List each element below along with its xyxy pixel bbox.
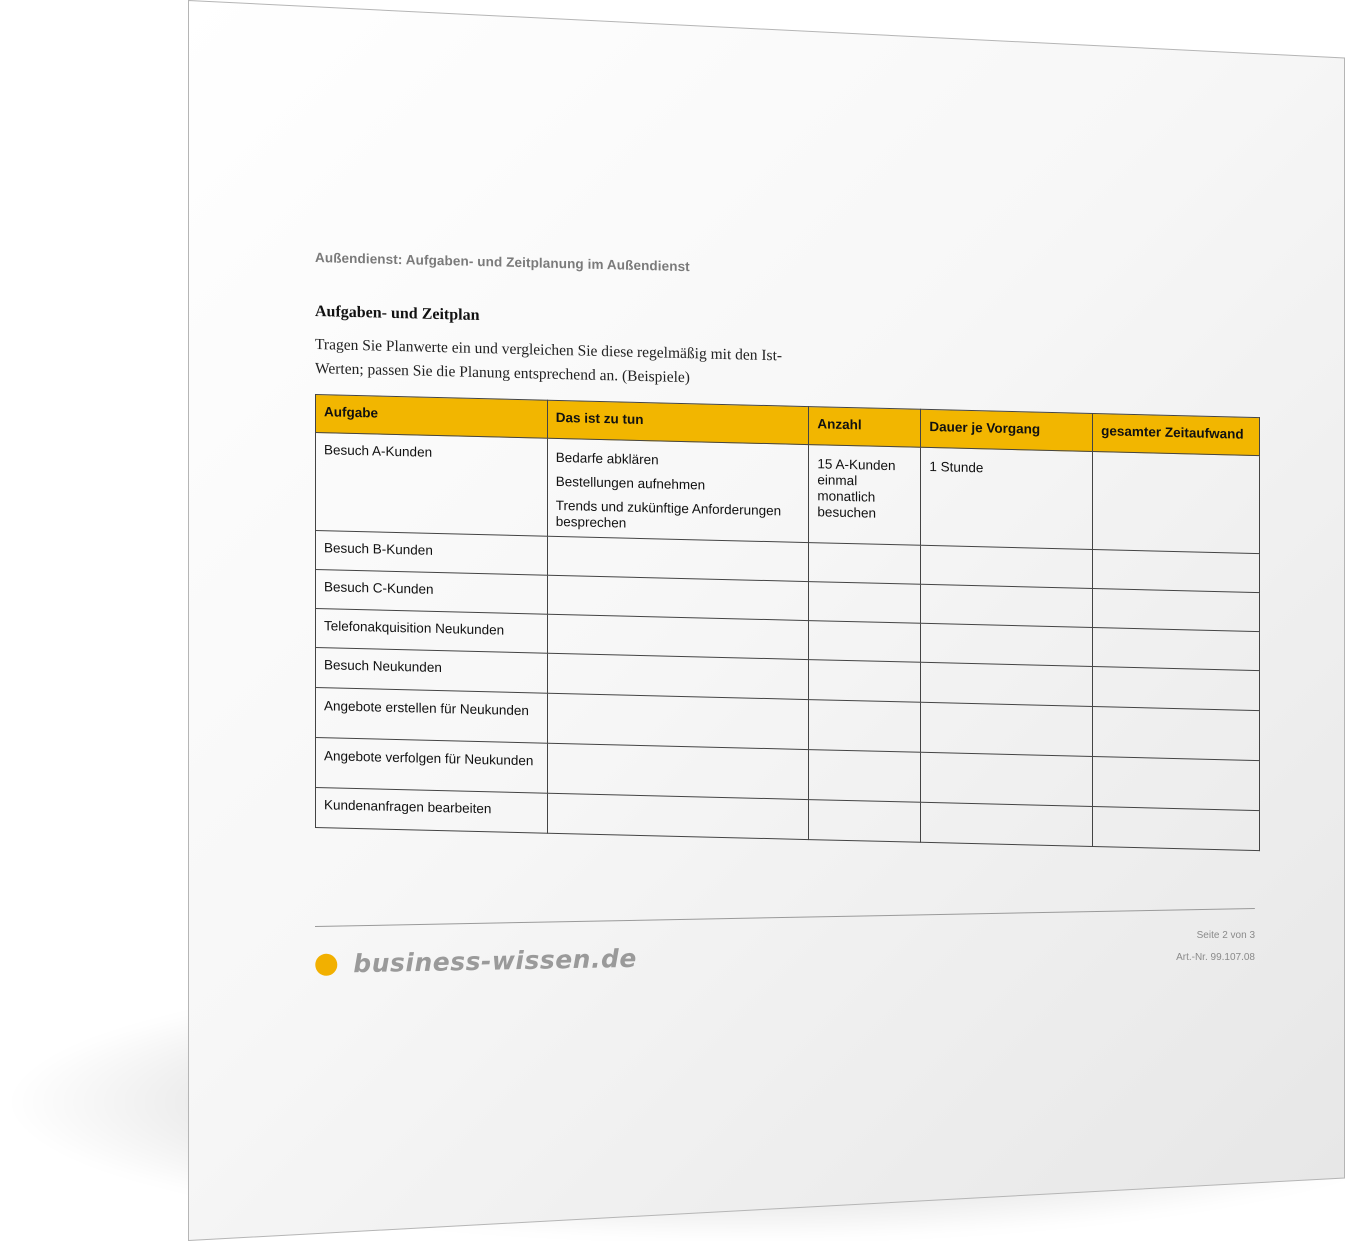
cell-aufgabe: Angebote erstellen für Neukunden (316, 688, 548, 744)
cell-gesamt (1093, 667, 1260, 711)
cell-anzahl (809, 800, 921, 843)
todo-item: Bestellungen aufnehmen (555, 473, 706, 493)
cell-todo (547, 743, 809, 799)
logo-dot-icon (315, 953, 337, 975)
cell-dauer (921, 584, 1093, 627)
cell-anzahl (809, 582, 921, 624)
task-time-table (315, 394, 1260, 851)
cell-dauer (921, 623, 1093, 666)
column-header-anzahl: Anzahl (809, 407, 921, 448)
cell-todo (547, 793, 809, 839)
cell-dauer (921, 702, 1093, 756)
document-title: Aufgaben- und Zeitplan (315, 303, 480, 325)
cell-anzahl (809, 750, 921, 803)
cell-anzahl (809, 660, 921, 703)
cell-anzahl (809, 543, 921, 585)
cell-todo (547, 575, 809, 620)
cell-aufgabe: Besuch Neukunden (316, 648, 548, 694)
table-body (316, 433, 1260, 851)
cell-gesamt (1093, 807, 1260, 851)
running-header: Außendienst: Aufgaben- und Zeitplanung im Außendienst (315, 250, 690, 275)
cell-gesamt (1093, 550, 1260, 593)
cell-aufgabe: Besuch C-Kunden (316, 570, 548, 615)
cell-dauer (921, 662, 1093, 706)
page-number: Seite 2 von 3 (1196, 930, 1255, 941)
todo-item: Bedarfe abklären (555, 449, 659, 468)
cell-aufgabe: Telefonakquisition Neukunden (316, 609, 548, 654)
cell-gesamt (1093, 707, 1260, 761)
column-header-aufgabe: Aufgabe (316, 395, 548, 439)
column-header-todo: Das ist zu tun (547, 400, 809, 444)
cell-dauer: 1 Stunde (921, 447, 1093, 549)
cell-todo (547, 438, 809, 542)
cell-anzahl (809, 621, 921, 663)
cell-todo (547, 653, 809, 699)
cell-aufgabe: Angebote verfolgen für Neukunden (316, 738, 548, 794)
cell-todo (547, 536, 809, 581)
cell-anzahl: 15 A-Kunden einmal monatlich besuchen (809, 445, 921, 546)
cell-dauer (921, 802, 1093, 846)
logo-text: business-wissen.de (352, 943, 638, 979)
cell-gesamt (1093, 589, 1260, 632)
cell-dauer (921, 752, 1093, 806)
intro-text: Tragen Sie Planwerte ein und vergleichen Sie diese regelmäßig mit den Ist-Werten; passen Sie die Planung entsprechend an. (Beispiele) (315, 336, 783, 387)
cell-gesamt (1093, 757, 1260, 811)
cell-gesamt (1093, 628, 1260, 671)
article-number: Art.-Nr. 99.107.08 (1176, 952, 1255, 963)
column-header-dauer: Dauer je Vorgang (921, 409, 1093, 451)
footer-meta (1120, 925, 1255, 969)
cell-dauer (921, 545, 1093, 588)
cell-aufgabe: Besuch A-Kunden (316, 433, 548, 537)
column-header-gesamt: gesamter Zeitaufwand (1093, 414, 1260, 456)
cell-aufgabe: Kundenanfragen bearbeiten (316, 788, 548, 834)
cell-aufgabe: Besuch B-Kunden (316, 531, 548, 576)
cell-todo (547, 614, 809, 659)
cell-todo (547, 693, 809, 749)
cell-anzahl (809, 700, 921, 753)
todo-item: Trends und zukünftige Anforderungen besprechen (555, 497, 782, 531)
cell-gesamt (1093, 452, 1260, 554)
document-content (315, 250, 1260, 851)
business-wissen-logo (315, 944, 637, 979)
